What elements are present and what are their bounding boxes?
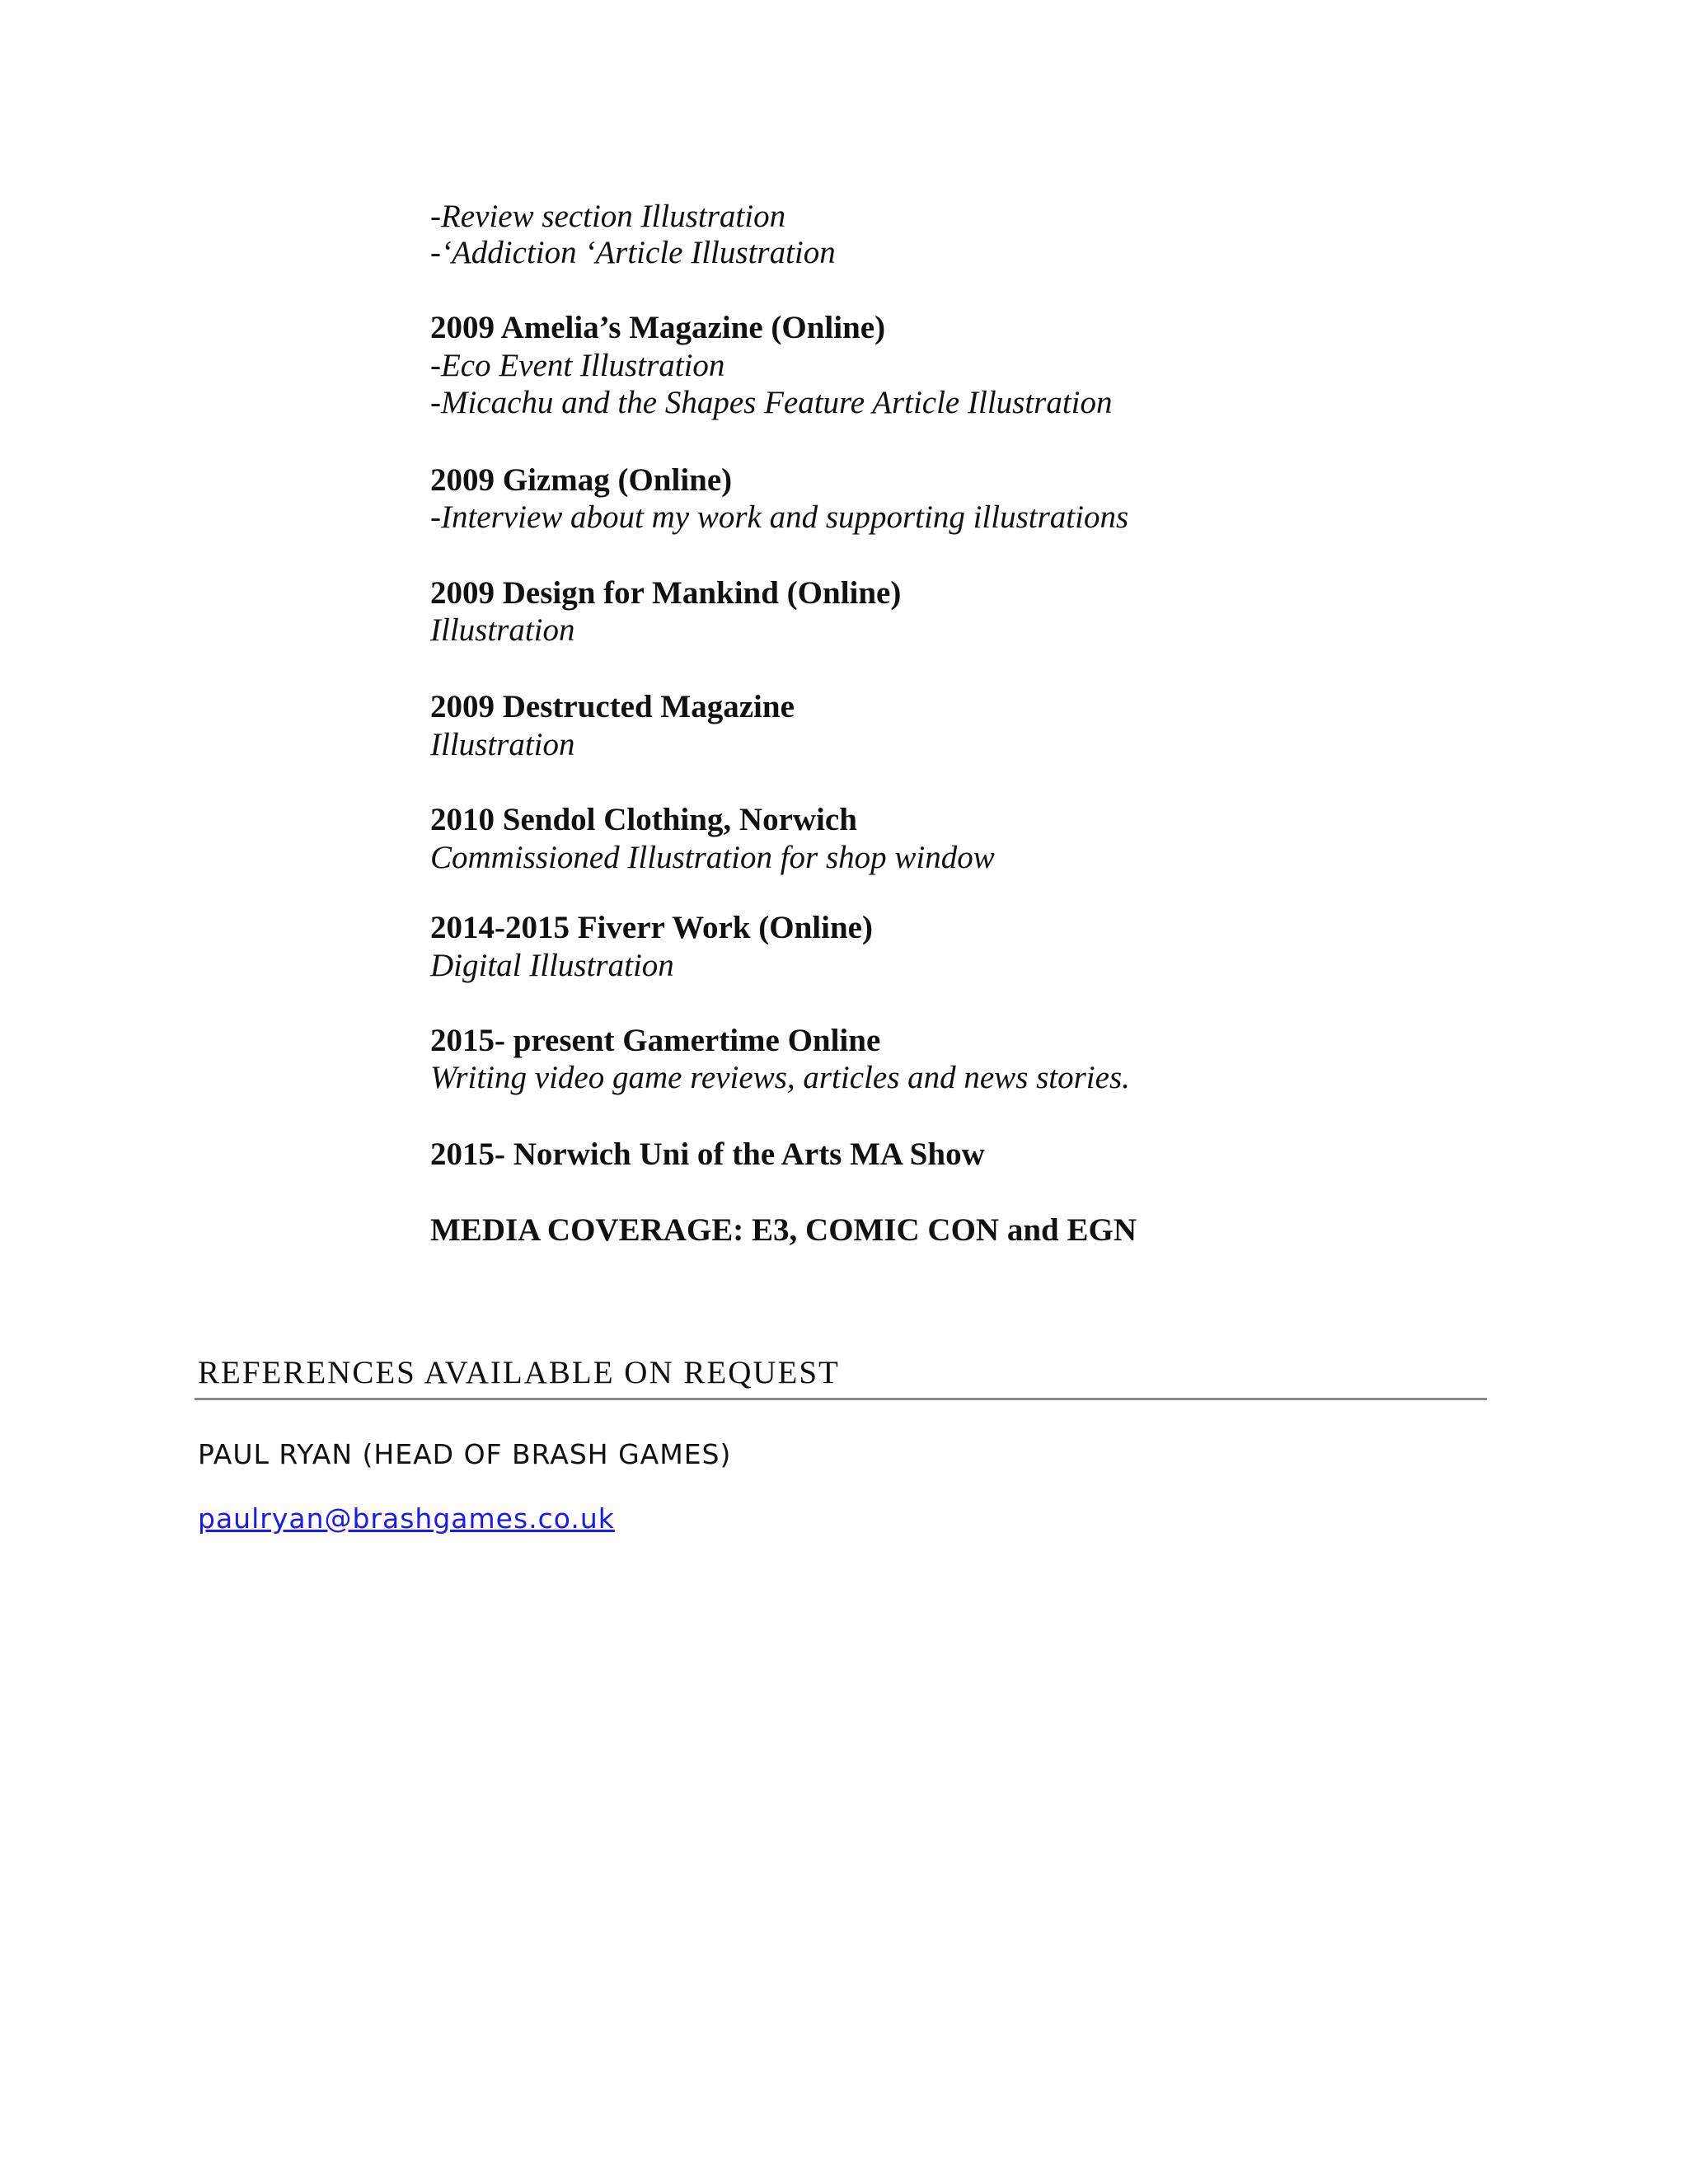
entry-detail-review-section: -Review section Illustration <box>430 199 786 234</box>
entry-title-design-for-mankind: 2009 Design for Mankind (Online) <box>430 575 902 611</box>
entry-title-gizmag: 2009 Gizmag (Online) <box>430 462 733 498</box>
entry-title-sendol-clothing: 2010 Sendol Clothing, Norwich <box>430 802 857 837</box>
entry-detail-eco-event: -Eco Event Illustration <box>430 348 725 383</box>
entry-detail-sendol-clothing: Commissioned Illustration for shop window <box>430 840 995 875</box>
entry-detail-destructed-magazine: Illustration <box>430 727 575 762</box>
entry-title-gamertime: 2015- present Gamertime Online <box>430 1023 881 1058</box>
entry-detail-fiverr: Digital Illustration <box>430 948 674 983</box>
entry-detail-design-for-mankind: Illustration <box>430 612 575 648</box>
entry-title-media-coverage: MEDIA COVERAGE: E3, COMIC CON and EGN <box>430 1212 1137 1248</box>
reference-email-link[interactable]: paulryan@brashgames.co.uk <box>198 1502 615 1535</box>
entry-detail-micachu: -Micachu and the Shapes Feature Article Illustration <box>430 385 1113 420</box>
entry-title-norwich-ma-show: 2015- Norwich Uni of the Arts MA Show <box>430 1137 985 1172</box>
entry-detail-gizmag-interview: -Interview about my work and supporting illustrations <box>430 499 1129 535</box>
entry-title-amelias-magazine: 2009 Amelia’s Magazine (Online) <box>430 310 886 345</box>
entry-title-destructed-magazine: 2009 Destructed Magazine <box>430 689 795 724</box>
entry-detail-addiction-article: -‘Addiction ‘Article Illustration <box>430 235 836 270</box>
entry-title-fiverr: 2014-2015 Fiverr Work (Online) <box>430 910 873 945</box>
entry-detail-gamertime: Writing video game reviews, articles and news stories. <box>430 1060 1130 1095</box>
reference-name: PAUL RYAN (HEAD OF BRASH GAMES) <box>198 1438 732 1470</box>
references-heading: REFERENCES AVAILABLE ON REQUEST <box>198 1355 840 1390</box>
references-divider <box>195 1398 1487 1400</box>
